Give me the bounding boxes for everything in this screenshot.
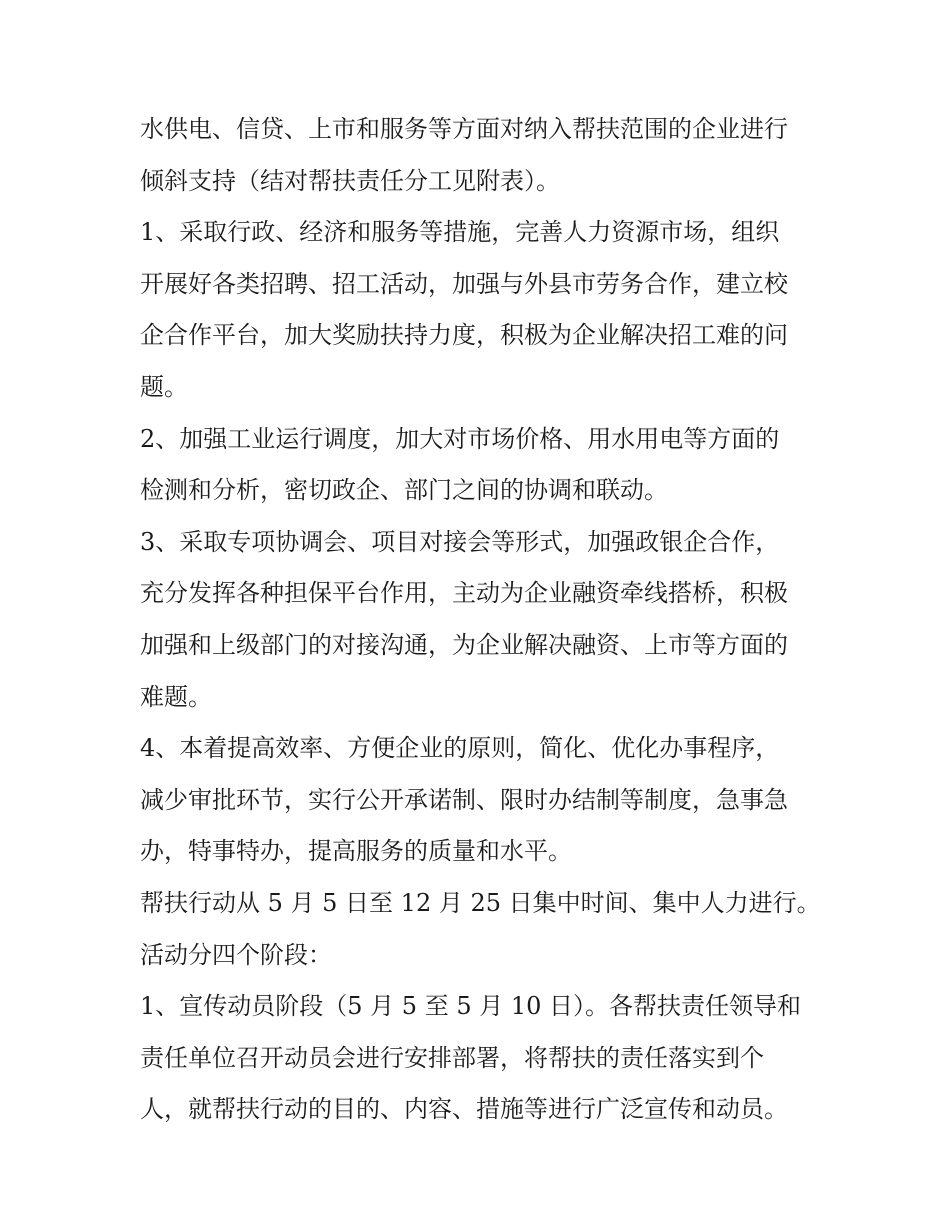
text-line: 水供电、信贷、上市和服务等方面对纳入帮扶范围的企业进行 <box>140 115 788 143</box>
text-line: 充分发挥各种担保平台作用，主动为企业融资牵线搭桥，积极 <box>140 579 788 608</box>
text-line: 减少审批环节，实行公开承诺制、限时办结制等制度，急事急 <box>140 785 788 814</box>
text-line: 3、采取专项协调会、项目对接会等形式，加强政银企合作， <box>140 527 780 556</box>
text-line: 1、采取行政、经济和服务等措施，完善人力资源市场，组织 <box>140 218 780 247</box>
text-line: 开展好各类招聘、招工活动，加强与外县市劳务合作，建立校 <box>140 269 788 298</box>
text-line: 企合作平台，加大奖励扶持力度，积极为企业解决招工难的问 <box>140 321 788 350</box>
text-line: 题。 <box>140 372 188 401</box>
text-line: 人，就帮扶行动的目的、内容、措施等进行广泛宣传和动员。 <box>140 1095 788 1124</box>
text-line: 加强和上级部门的对接沟通，为企业解决融资、上市等方面的 <box>140 630 788 659</box>
text-line: 2、加强工业运行调度，加大对市场价格、用水用电等方面的 <box>140 424 780 453</box>
text-line: 1、宣传动员阶段（5 月 5 至 5 月 10 日）。各帮扶责任领导和 <box>140 992 802 1021</box>
text-line: 责任单位召开动员会进行安排部署，将帮扶的责任落实到个 <box>140 1043 764 1072</box>
text-line: 帮扶行动从 5 月 5 日至 12 月 25 日集中时间、集中人力进行。 <box>140 888 821 917</box>
text-line: 难题。 <box>140 682 212 711</box>
text-line: 4、本着提高效率、方便企业的原则，简化、优化办事程序， <box>140 734 780 763</box>
text-line: 检测和分析，密切政企、部门之间的协调和联动。 <box>140 476 668 505</box>
text-line: 倾斜支持（结对帮扶责任分工见附表）。 <box>140 166 560 195</box>
document-body-text <box>140 104 820 1136</box>
text-line: 活动分四个阶段： <box>140 940 332 969</box>
text-line: 办，特事特办，提高服务的质量和水平。 <box>140 837 572 866</box>
